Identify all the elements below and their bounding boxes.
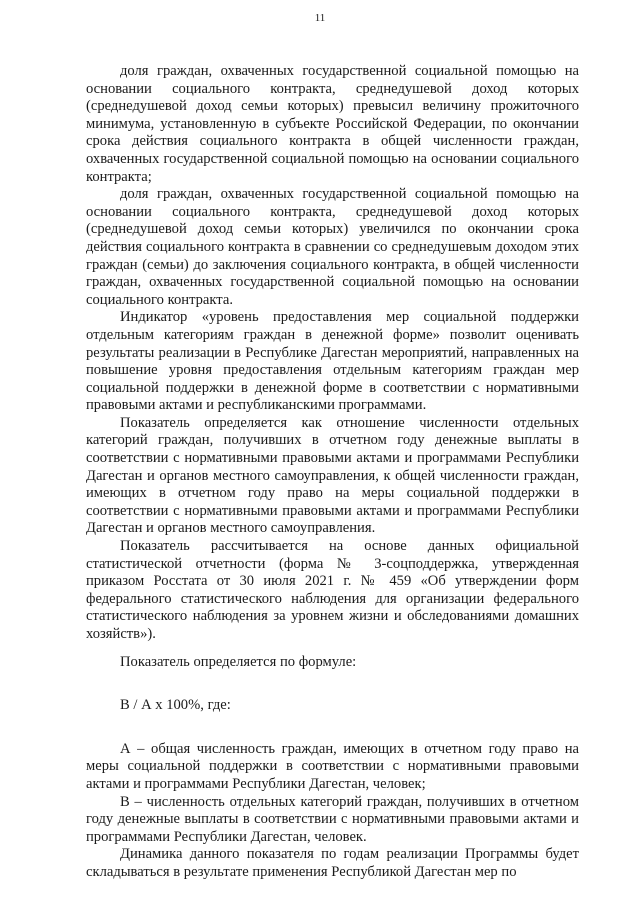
paragraph-statistical-source: Показатель рассчитывается на основе данных официальной статистической отчетности (форма № 3-соцподдержка, утвержденная приказом Росстата от 30 июля 2021 г. № 459 «Об утверждении форм федерального статистического наблюдения для организации федерального статистического наблюдения за уровнем жизни и обследованиями домашних хозяйств»). bbox=[86, 538, 579, 642]
paragraph-share-income-exceeded: доля граждан, охваченных государственной социальной помощью на основании социального контракта, среднедушевой доход которых (среднедушевой доход семьи которых) превысил величину прожиточного минимума, установленную в субъекте Российской Федерации, по окончании срока действия социального контракта в общей численности граждан, охваченных государственной социальной помощью на основании социального контракта; bbox=[86, 63, 579, 185]
paragraph-indicator-description: Индикатор «уровень предоставления мер социальной поддержки отдельным категориям граждан в денежной форме» позволит оценивать результаты реализации в Республике Дагестан мероприятий, направленных на повышение уровня предоставления отдельным категориям граждан мер социальной поддержки в денежной форме в соответствии с нормативными правовыми актами и республиканскими программами. bbox=[86, 309, 579, 414]
page-number: 11 bbox=[314, 12, 326, 24]
document-body bbox=[86, 63, 579, 882]
paragraph-definition-a: А – общая численность граждан, имеющих в отчетном году право на меры социальной поддержки в соответствии с нормативными правовыми актами и программами Республики Дагестан, человек; bbox=[86, 740, 579, 792]
paragraph-formula-intro: Показатель определяется по формуле: bbox=[120, 653, 357, 670]
formula: В / А х 100%, где: bbox=[120, 697, 231, 714]
paragraph-indicator-definition: Показатель определяется как отношение численности отдельных категорий граждан, получивших в отчетном году денежные выплаты в соответствии с нормативными правовыми актами и программами Республики Дагестан и органов местного самоуправления, к общей численности граждан, имеющих в отчетном году право на меры социальной поддержки в соответствии с нормативными правовыми актами и программами Республики Дагестан и органов местного самоуправления. bbox=[86, 414, 579, 537]
paragraph-dynamics: Динамика данного показателя по годам реализации Программы будет складываться в результате применения Республикой Дагестан мер по bbox=[86, 846, 579, 880]
paragraph-definition-b: В – численность отдельных категорий граждан, получивших в отчетном году денежные выплаты в соответствии с нормативными правовыми актами и программами Республики Дагестан, человек. bbox=[86, 793, 579, 845]
paragraph-share-income-increased: доля граждан, охваченных государственной социальной помощью на основании социального контракта, среднедушевой доход которых (среднедушевой доход семьи которых) увеличился по окончании срока действия социального контракта в сравнении со среднедушевым доходом этих граждан (семьи) до заключения социального контракта, в общей численности граждан, охваченных государственной социальной помощью на основании социального контракта. bbox=[86, 186, 579, 308]
